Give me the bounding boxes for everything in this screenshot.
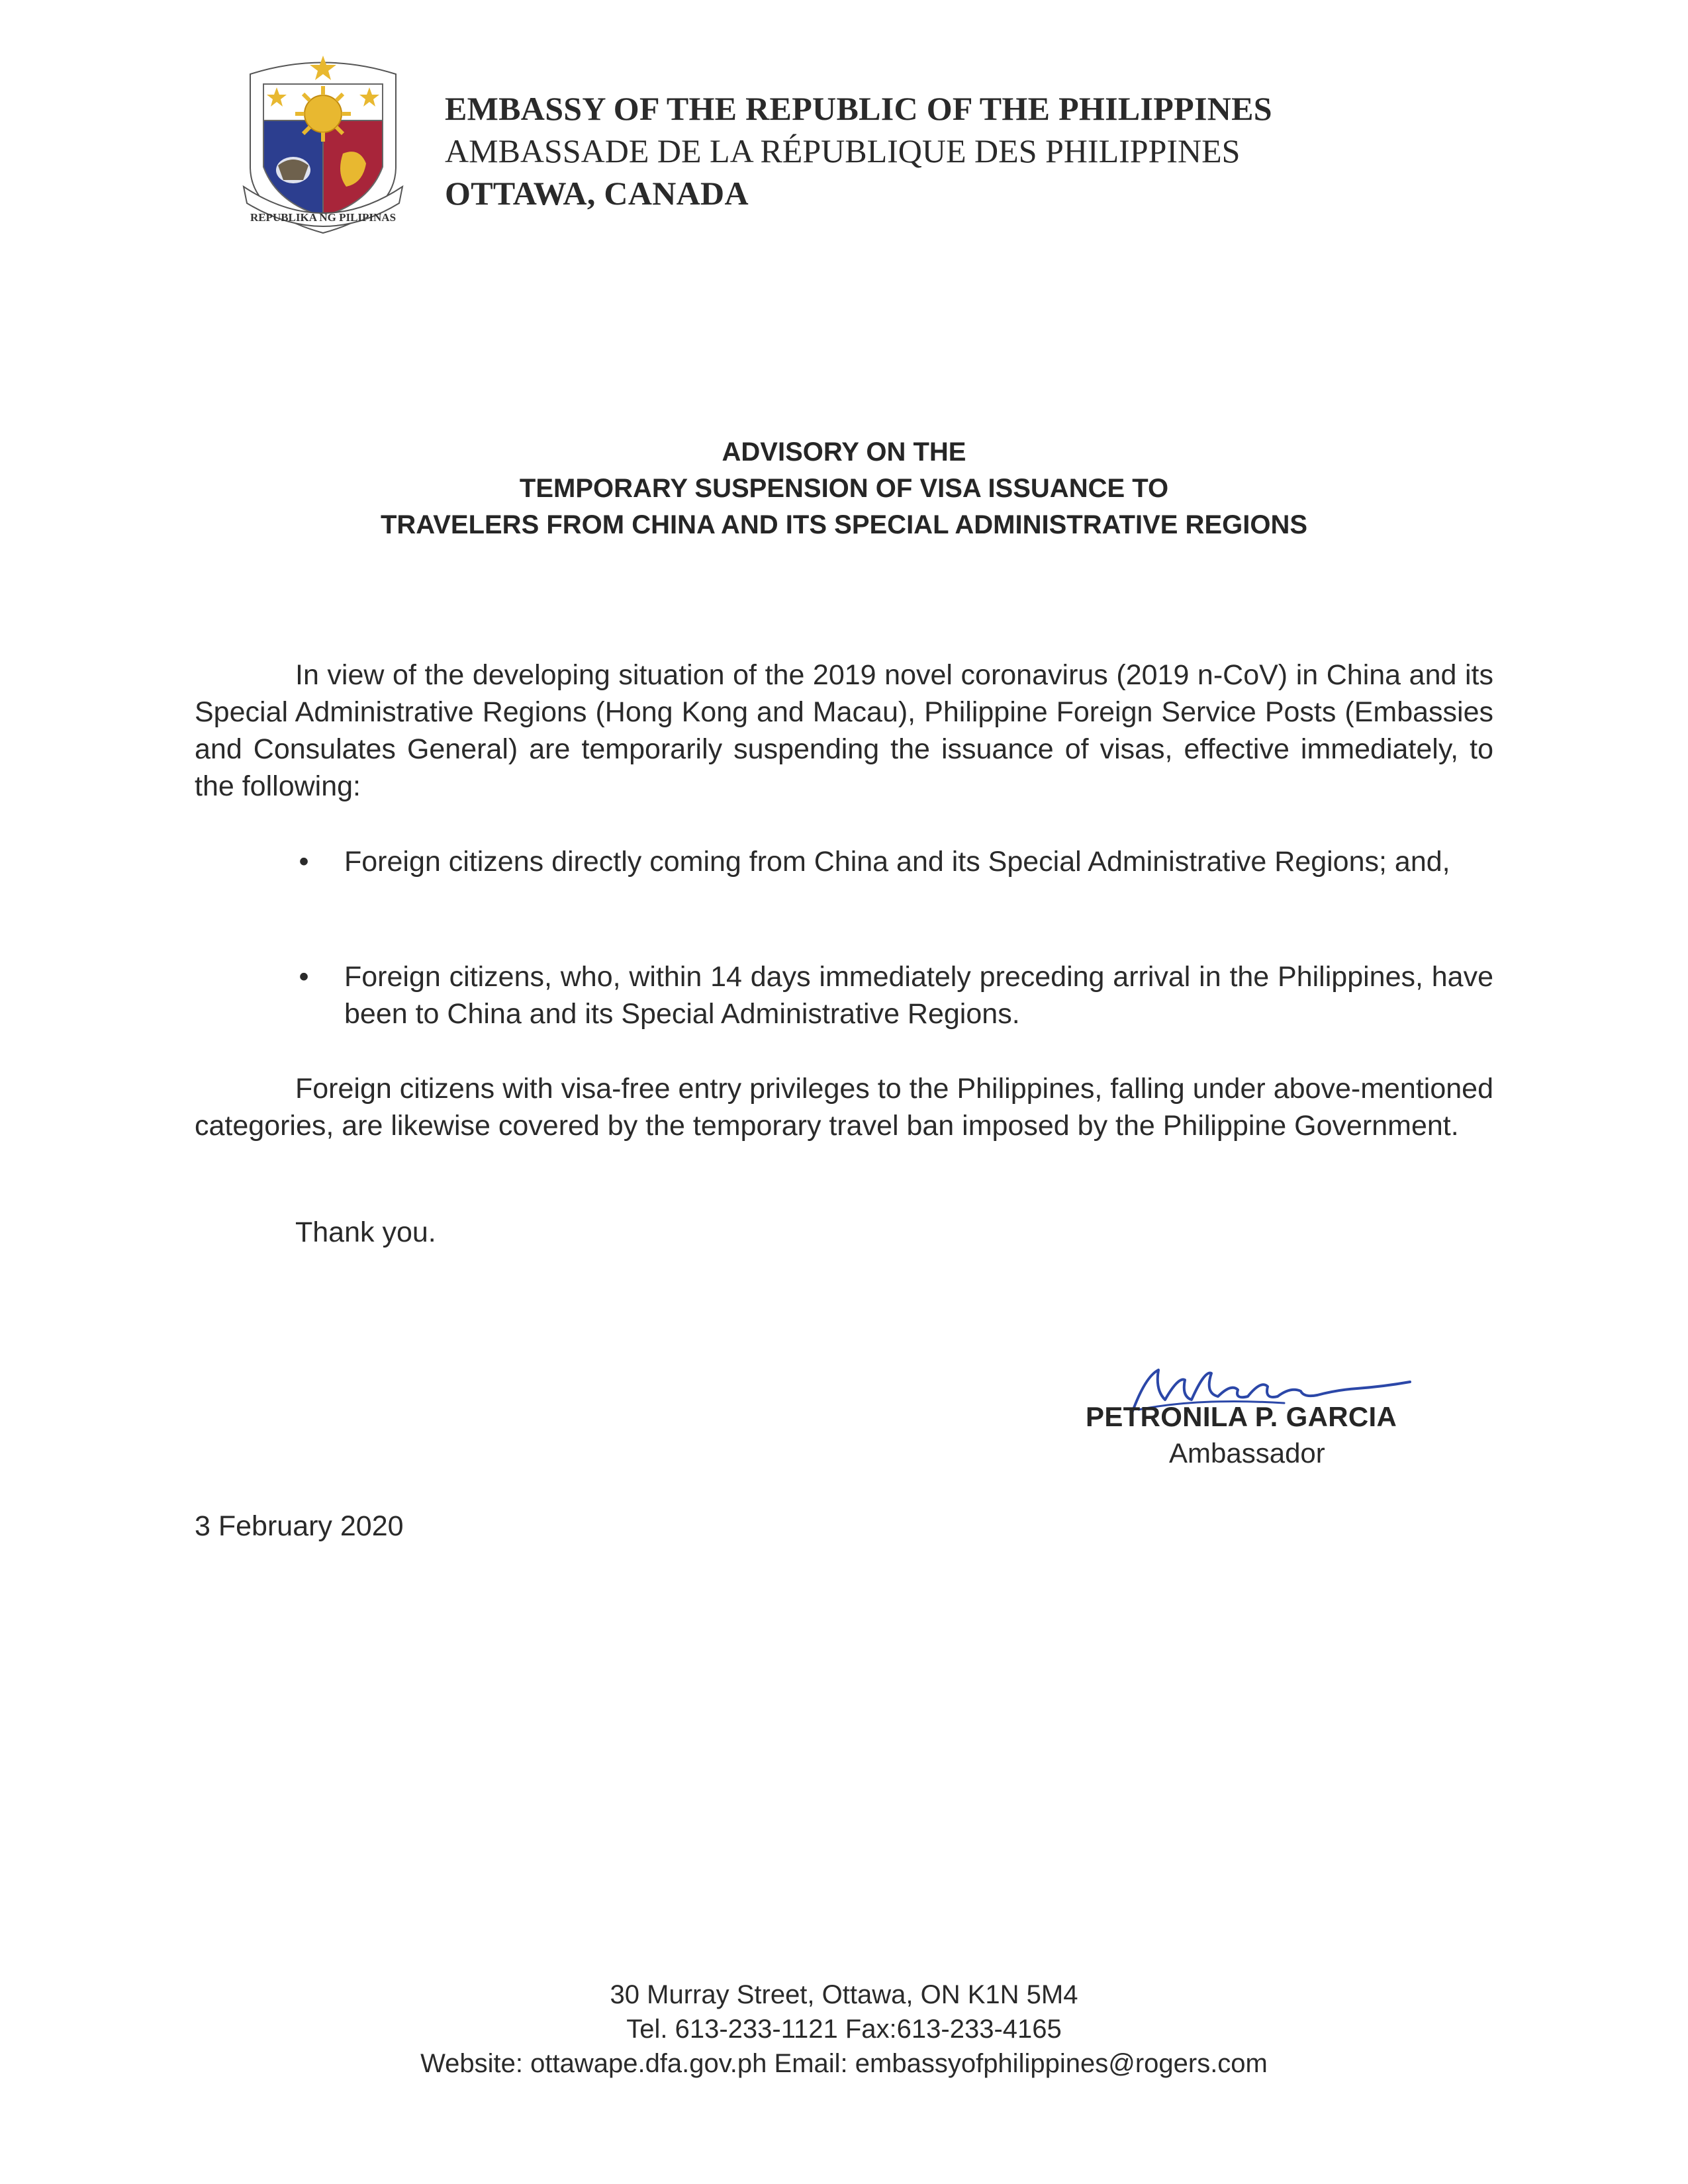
title-line-3: TRAVELERS FROM CHINA AND ITS SPECIAL ADMINISTRATIVE REGIONS <box>380 510 1308 539</box>
signatory-name: PETRONILA P. GARCIA <box>1086 1401 1397 1432</box>
embassy-name-english: EMBASSY OF THE REPUBLIC OF THE PHILIPPINES <box>445 90 1272 127</box>
letterhead <box>445 87 1272 214</box>
bullet-icon: • <box>299 846 309 878</box>
title-line-2: TEMPORARY SUSPENSION OF VISA ISSUANCE TO <box>519 474 1169 503</box>
svg-text:REPUBLIKA NG PILIPINAS: REPUBLIKA NG PILIPINAS <box>250 211 397 224</box>
bullet-text-2: Foreign citizens, who, within 14 days immediately preceding arrival in the Philippines, have been to China and its Special Administrative Regions. <box>344 961 1493 1030</box>
embassy-city: OTTAWA, CANADA <box>445 175 749 212</box>
bullet-text-1: Foreign citizens directly coming from China and its Special Administrative Regions; and, <box>344 846 1450 878</box>
visa-free-paragraph: Foreign citizens with visa-free entry privileges to the Philippines, falling under above-mentioned categories, are likewise covered by the temporary travel ban imposed by the Philippine Government. <box>195 1073 1493 1142</box>
footer-phone-fax: Tel. 613-233-1121 Fax:613-233-4165 <box>626 2015 1062 2044</box>
signatory-title: Ambassador <box>1169 1437 1325 1469</box>
footer-web-email: Website: ottawape.dfa.gov.ph Email: embassyofphilippines@rogers.com <box>420 2049 1268 2078</box>
footer-contact <box>0 1978 1688 2081</box>
title-line-1: ADVISORY ON THE <box>722 437 966 467</box>
embassy-name-french: AMBASSADE DE LA RÉPUBLIQUE DES PHILIPPINES <box>445 132 1241 169</box>
list-item <box>299 843 1493 880</box>
document-date: 3 February 2020 <box>195 1510 404 1542</box>
intro-paragraph: In view of the developing situation of the 2019 novel coronavirus (2019 n-CoV) in China and its Special Administrative Regions (Hong Kong and Macau), Philippine Foreign Service Posts (Embassies and Consulates General) are temporarily suspending the issuance of visas, effective immediately, to the following: <box>195 659 1493 802</box>
advisory-title <box>0 434 1688 543</box>
philippine-seal-logo <box>237 48 409 246</box>
footer-address: 30 Murray Street, Ottawa, ON K1N 5M4 <box>610 1980 1078 2009</box>
list-item <box>299 958 1493 1032</box>
bullet-icon: • <box>299 961 309 993</box>
closing-text: Thank you. <box>295 1216 436 1248</box>
